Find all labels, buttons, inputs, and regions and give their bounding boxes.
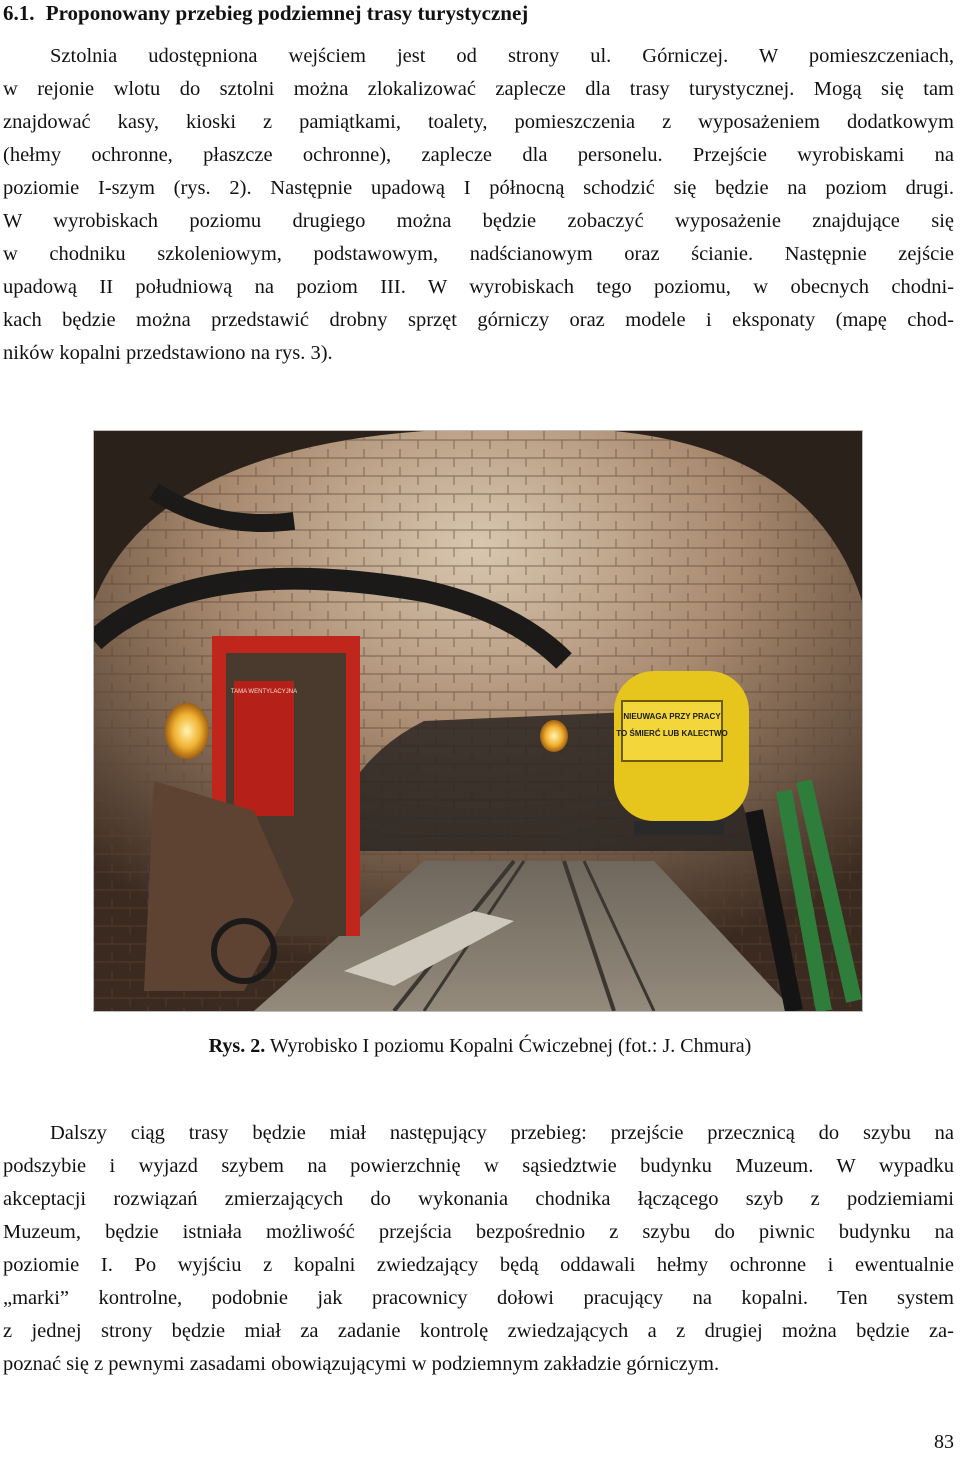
lamp-right-icon [540, 720, 568, 752]
page-number: 83 [934, 1431, 954, 1453]
car-sign-line1: NIEUWAGA PRZY PRACY [623, 712, 721, 721]
paragraph-line: „marki” kontrolne, podobnie jak pracownicy dołowi pracujący na kopalni. Ten system [3, 1287, 954, 1309]
paragraph-line: upadową II południową na poziom III. W wyrobiskach tego poziomu, w obecnych chodni- [3, 276, 954, 298]
paragraph-line: (hełmy ochronne, płaszcze ochronne), zaplecze dla personelu. Przejście wyrobiskami na [3, 144, 954, 166]
tunnel-illustration [94, 431, 862, 1011]
lamp-left-icon [165, 703, 209, 759]
paragraph-intro [3, 40, 954, 370]
paragraph-line: podszybie i wyjazd szybem na powierzchnię w sąsiedztwie budynku Muzeum. W wypadku [3, 1155, 954, 1177]
caption-label: Rys. 2. [208, 1035, 266, 1057]
paragraph-line: kach będzie można przedstawić drobny sprzęt górniczy oraz modele i eksponaty (mapę chod- [3, 309, 954, 331]
mine-tunnel-photo [93, 430, 863, 1012]
section-number: 6.1. [3, 1, 35, 25]
paragraph-line: znajdować kasy, kioski z pamiątkami, toalety, pomieszczenia z wyposażeniem dodatkowym [3, 111, 954, 133]
car-sign-line2: TO ŚMIERĆ LUB KALECTWO [616, 729, 728, 738]
paragraph-line: W wyrobiskach poziomu drugiego można będzie zobaczyć wyposażenie znajdujące się [3, 210, 954, 232]
paragraph-line: poznać się z pewnymi zasadami obowiązującymi w podziemnym zakładzie górniczym. [3, 1353, 720, 1375]
door-sign: TAMA WENTYLACYJNA [230, 689, 298, 695]
paragraph-line: w rejonie wlotu do sztolni można zlokalizować zaplecze dla trasy turystycznej. Mogą się tam [3, 78, 954, 100]
section-heading [3, 0, 953, 26]
paragraph-line: Muzeum, będzie istniała możliwość przejścia bezpośrednio z szybu do piwnic budynku na [3, 1221, 954, 1243]
paragraph-line: Dalszy ciąg trasy będzie miał następujący przebieg: przejście przecznicą do szybu na [50, 1122, 954, 1144]
paragraph-line: z jednej strony będzie miał za zadanie kontrolę zwiedzających a z drugiej można będzie za- [3, 1320, 954, 1342]
paragraph-route [3, 1117, 954, 1381]
paragraph-line: akceptacji rozwiązań zmierzających do wykonania chodnika łączącego szyb z podziemiami [3, 1188, 954, 1210]
paragraph-line: poziomie I-szym (rys. 2). Następnie upadową I północną schodzić się będzie na poziom drugi. [3, 177, 954, 199]
paragraph-line: poziomie I. Po wyjściu z kopalni zwiedzający będą oddawali hełmy ochronne i ewentualnie [3, 1254, 954, 1276]
paragraph-line: Sztolnia udostępniona wejściem jest od strony ul. Górniczej. W pomieszczeniach, [50, 45, 954, 67]
section-title: Proponowany przebieg podziemnej trasy turystycznej [45, 1, 529, 25]
figure-caption [0, 1032, 960, 1060]
paragraph-line: w chodniku szkoleniowym, podstawowym, nadścianowym oraz ścianie. Następnie zejście [3, 243, 954, 265]
paragraph-line: ników kopalni przedstawiono na rys. 3). [3, 342, 333, 364]
caption-text: Wyrobisko I poziomu Kopalni Ćwiczebnej (fot.: J. Chmura) [265, 1035, 752, 1057]
